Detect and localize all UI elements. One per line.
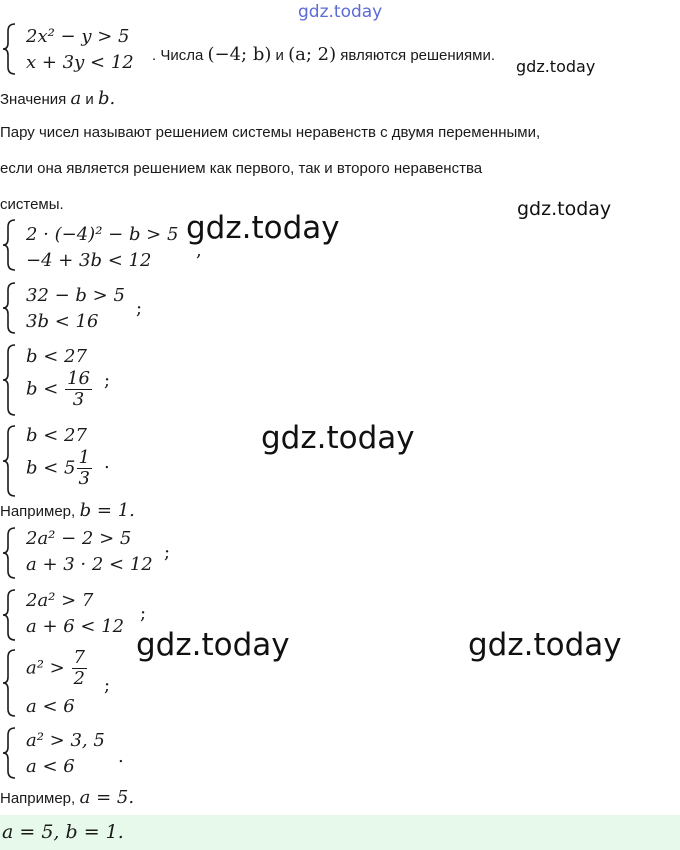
system-a-2-punct: ; [140,603,147,624]
answer-text: a = 5, b = 1. [2,821,124,843]
brace-icon [1,218,17,272]
system-a-3-row-1-lhs: a² > [26,657,65,679]
system-a-3-punct: ; [104,675,111,696]
system-a-4 [0,726,130,782]
system-b-3-punct: ; [104,370,111,391]
theory-line-1: Пару чисел называют решением системы неравенств с двумя переменными, [0,124,541,141]
fraction-denominator: 3 [72,389,85,410]
statement-end: являются решениями. [340,47,496,64]
watermark-large-1: gdz.today [186,210,340,246]
fraction-denominator: 2 [73,668,85,689]
watermark-small-1: gdz.today [516,57,596,76]
var-b: b. [97,88,116,109]
system-b-4-row-2-lhs: b < 5 [26,457,76,479]
system-b-1-punct: , [196,240,202,261]
system-b-4-row-2 [26,448,93,489]
example-a-value: a = 5. [79,787,135,808]
theory-line-3: системы. [0,196,64,213]
system-a-4-punct: . [118,746,124,767]
example-a [0,787,134,808]
answer-box [0,815,680,850]
task-inequality-2: x + 3y < 12 [26,52,134,73]
example-b [0,500,135,521]
system-a-3-row-1 [26,648,88,689]
system-b-2-row-1: 32 − b > 5 [26,285,125,306]
system-b-4 [0,424,110,500]
watermark-large-2: gdz.today [261,420,415,456]
and-word: и [275,47,284,64]
fraction-1-3 [77,448,92,489]
theory-line-2: если она является решением как первого, так и второго неравенства [0,160,483,177]
system-a-1-punct: ; [164,542,171,563]
brace-icon [1,424,17,498]
question-prefix: Значения [0,91,67,108]
system-a-4-row-2: a < 6 [26,756,75,777]
watermark-large-3: gdz.today [136,627,290,663]
system-b-4-row-1: b < 27 [26,425,87,446]
system-a-1-row-1: 2a² − 2 > 5 [26,528,132,549]
var-a: a [70,88,82,109]
system-a-1-row-2: a + 3 · 2 < 12 [26,554,153,575]
task-inequality-1: 2x² − y > 5 [26,26,130,47]
system-b-1 [0,218,200,274]
system-a-3-row-2: a < 6 [26,696,75,717]
system-b-2-row-2: 3b < 16 [26,311,99,332]
system-a-2-row-1: 2a² > 7 [26,590,94,611]
and-word-2: и [85,91,94,108]
system-a-4-row-1: a² > 3, 5 [26,730,105,751]
fraction-7-2 [72,648,87,689]
watermark-large-4: gdz.today [468,627,622,663]
fraction-numerator: 7 [73,647,85,668]
brace-icon [1,648,17,718]
pair-2: (a; 2) [288,44,337,65]
system-b-1-row-1: 2 · (−4)² − b > 5 [26,224,179,245]
task-statement [152,44,495,65]
fraction-numerator: 16 [67,368,90,389]
example-a-label: Например, [0,790,76,807]
brace-icon [1,281,17,335]
watermark-small-2: gdz.today [517,198,612,220]
brace-icon [1,343,17,417]
task-question [0,88,115,109]
system-a-2 [0,588,150,644]
fraction-numerator: 1 [78,447,90,468]
system-b-3-row-2-lhs: b < [26,378,59,400]
statement-mid: . Числа [152,47,204,64]
brace-icon [1,22,17,76]
system-b-3-row-1: b < 27 [26,346,87,367]
fraction-denominator: 3 [78,468,90,489]
brace-icon [1,526,17,580]
example-b-label: Например, [0,503,76,520]
system-b-1-row-2: −4 + 3b < 12 [26,250,152,271]
system-b-3-row-2 [26,369,93,410]
system-b-3 [0,343,110,419]
system-b-4-punct: . [104,452,110,473]
system-b-2 [0,281,143,337]
system-a-2-row-2: a + 6 < 12 [26,616,125,637]
brace-icon [1,588,17,642]
system-b-2-punct: ; [136,298,143,319]
example-b-value: b = 1. [79,500,135,521]
brace-icon [1,726,17,780]
pair-1: (−4; b) [207,44,272,65]
fraction-16-3 [65,369,92,410]
system-a-3 [0,648,110,720]
task-system [0,22,150,78]
watermark-top: gdz.today [298,2,383,22]
system-a-1 [0,526,170,582]
